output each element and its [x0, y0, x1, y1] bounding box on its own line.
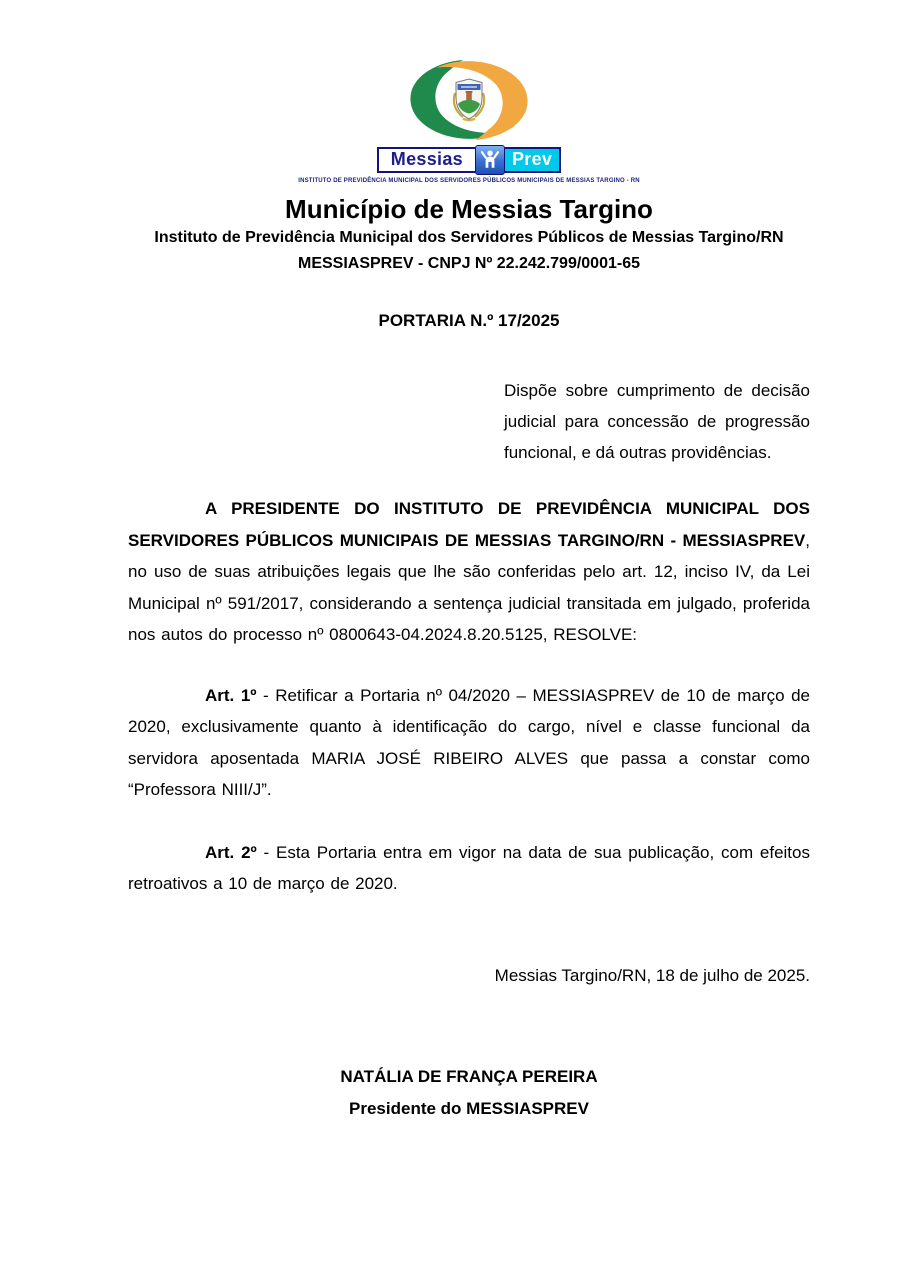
person-icon — [475, 145, 505, 175]
cnpj-line: MESSIASPREV - CNPJ Nº 22.242.799/0001-65 — [297, 255, 640, 272]
institute-subtitle: Instituto de Previdência Municipal dos Servidores Públicos de Messias Targino/RN — [154, 229, 784, 246]
article-1-paragraph — [128, 680, 810, 806]
logo-banner — [128, 145, 810, 175]
preamble-bold-text: A PRESIDENTE DO INSTITUTO DE PREVIDÊNCIA MUNICIPAL DOS SERVIDORES PÚBLICOS MUNICIPAIS DE MESSIAS TARGINO/RN - MESSIASPREV — [128, 499, 810, 550]
logo-banner-prev: Prev — [505, 147, 561, 173]
dateline: Messias Targino/RN, 18 de julho de 2025. — [494, 965, 810, 985]
signature-block — [128, 1061, 810, 1125]
logo — [128, 0, 810, 184]
article-2-paragraph — [128, 837, 810, 900]
article-1-text: - Retificar a Portaria nº 04/2020 – MESSIASPREV de 10 de março de 2020, exclusivamente quanto à identificação do cargo, nível e classe funcional da servidora aposentada MARIA JOSÉ RIBEIRO ALVES que passa a constar como “Professora NIII/J”. — [128, 685, 810, 799]
signature-role: Presidente do MESSIASPREV — [349, 1098, 589, 1118]
page-title: Município de Messias Targino — [285, 194, 653, 224]
logo-emblem — [407, 58, 531, 142]
article-2-text: - Esta Portaria entra em vigor na data de sua publicação, com efeitos retroativos a 10 de março de 2020. — [128, 842, 810, 893]
signature-name: NATÁLIA DE FRANÇA PEREIRA — [340, 1066, 598, 1086]
epigraph: Dispõe sobre cumprimento de decisão judicial para concessão de progressão funcional, e dá outras providências. — [504, 381, 810, 462]
document-number: PORTARIA N.º 17/2025 — [378, 311, 560, 330]
article-2-label: Art. 2º — [205, 842, 257, 862]
preamble-rest-text: , no uso de suas atribuições legais que lhe são conferidas pelo art. 12, inciso IV, da Lei Municipal nº 591/2017, considerando a sentença judicial transitada em julgado, proferida nos autos do processo nº 0800643-04.2024.8.20.5125, RESOLVE: — [128, 530, 810, 644]
municipal-crest — [454, 79, 484, 120]
logo-banner-messias: Messias — [377, 147, 475, 173]
article-1-label: Art. 1º — [205, 685, 257, 705]
logo-caption: INSTITUTO DE PREVIDÊNCIA MUNICIPAL DOS SERVIDORES PÚBLICOS MUNICIPAIS DE MESSIAS TARGINO - RN — [298, 178, 640, 184]
preamble-paragraph — [128, 493, 810, 651]
